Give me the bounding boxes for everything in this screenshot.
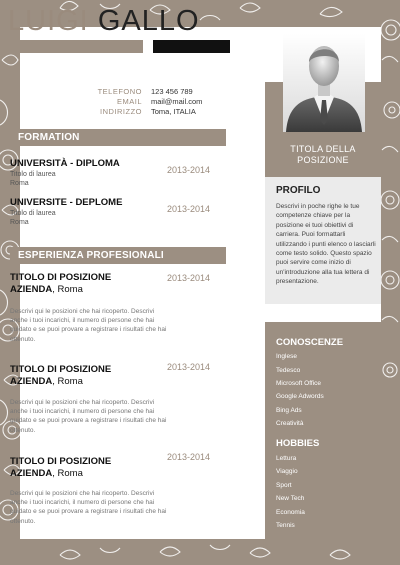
skill-item: Tedesco <box>276 367 301 374</box>
hobbies-heading: HOBBIES <box>276 438 320 449</box>
experience-item-title <box>10 456 111 480</box>
hobby-item: New Tech <box>276 495 305 502</box>
job-city: , Roma <box>52 376 83 387</box>
skill-item: Google Adwords <box>276 393 324 400</box>
job-position: TITOLO DI POSIZIONE <box>10 272 112 283</box>
address-label: INDIRIZZO <box>100 107 142 116</box>
hobby-item: Economia <box>276 509 305 516</box>
phone-value: 123 456 789 <box>151 87 193 96</box>
education-item-city: Roma <box>10 219 29 226</box>
job-position: TITOLO DI POSIZIONE <box>10 456 112 467</box>
profile-heading: PROFILO <box>276 185 321 196</box>
experience-item-years: 2013-2014 <box>167 452 211 462</box>
education-item-degree: Titolo di laurea <box>10 171 56 178</box>
skill-item: Microsoft Office <box>276 380 322 387</box>
profile-text: Descrivi in poche righe le tue competenze chiave per la posizione ei tuoi obiettivi di carriera. Puoi formattarli utilizzando i punti elenco o lasciarli come testo solido. Questo spazio puoi servire come inizio di un'introduzione alla tua lettera di presentazione. <box>276 203 376 286</box>
experience-item-title <box>10 364 111 388</box>
position-title <box>265 144 381 166</box>
education-item-title: UNIVERSITE - DEPLOME <box>10 197 123 208</box>
phone-label: TELEFONO <box>97 87 142 96</box>
position-title-line1: TITOLA DELLA <box>290 144 356 154</box>
education-item-years: 2013-2014 <box>167 204 211 214</box>
job-company: AZIENDA <box>10 376 53 387</box>
job-city: , Roma <box>52 284 83 295</box>
experience-item-description: Descrivi qui le posizioni che hai ricoperto. Descrivi anche i tuoi incarichi, il numero di persone che hai guidato e se puoi provare a registrare i risultati che hai ottenuto. <box>10 490 167 525</box>
avatar-icon <box>283 34 365 132</box>
skill-item: Inglese <box>276 353 297 360</box>
skill-item: Bing Ads <box>276 407 302 414</box>
hobby-item: Tennis <box>276 522 295 529</box>
name-underline-bar <box>10 40 143 53</box>
hobby-item: Lettura <box>276 455 297 462</box>
email-label: EMAIL <box>116 97 142 106</box>
skill-item: Creatività <box>276 420 304 427</box>
experience-heading: ESPERIENZA PROFESIONALI <box>10 247 226 264</box>
hobby-item: Viaggio <box>276 468 298 475</box>
experience-item-years: 2013-2014 <box>167 362 211 372</box>
hobby-item: Sport <box>276 482 292 489</box>
skills-heading: CONOSCENZE <box>276 337 344 348</box>
first-name: LUIGI <box>8 5 89 37</box>
education-heading: FORMATION <box>10 129 226 146</box>
experience-item-title <box>10 272 111 296</box>
last-name: GALLO <box>97 5 200 37</box>
job-company: AZIENDA <box>10 284 53 295</box>
address-value: Toma, ITALIA <box>151 107 196 116</box>
candidate-name <box>8 5 200 38</box>
experience-item-description: Descrivi qui le posizioni che hai ricoperto. Descrivi anche i tuoi incarichi, il numero di persone che hai guidato e se puoi provare a registrare i risultati che hai ottenuto. <box>10 308 167 343</box>
email-value: mail@mail.com <box>151 97 203 106</box>
name-accent-bar <box>153 40 230 53</box>
education-item-degree: Titolo di laurea <box>10 210 56 217</box>
education-item-city: Roma <box>10 180 29 187</box>
job-company: AZIENDA <box>10 468 53 479</box>
job-position: TITOLO DI POSIZIONE <box>10 364 112 375</box>
position-title-line2: POSIZIONE <box>297 155 349 165</box>
job-city: , Roma <box>52 468 83 479</box>
experience-item-years: 2013-2014 <box>167 273 211 283</box>
education-item-years: 2013-2014 <box>167 165 211 175</box>
experience-item-description: Descrivi qui le posizioni che hai ricoperto. Descrivi anche i tuoi incarichi, il numero di persone che hai guidato e se puoi provare a registrare i risultati che hai ottenuto. <box>10 399 167 434</box>
education-item-title: UNIVERSITÀ - DIPLOMA <box>10 158 120 169</box>
